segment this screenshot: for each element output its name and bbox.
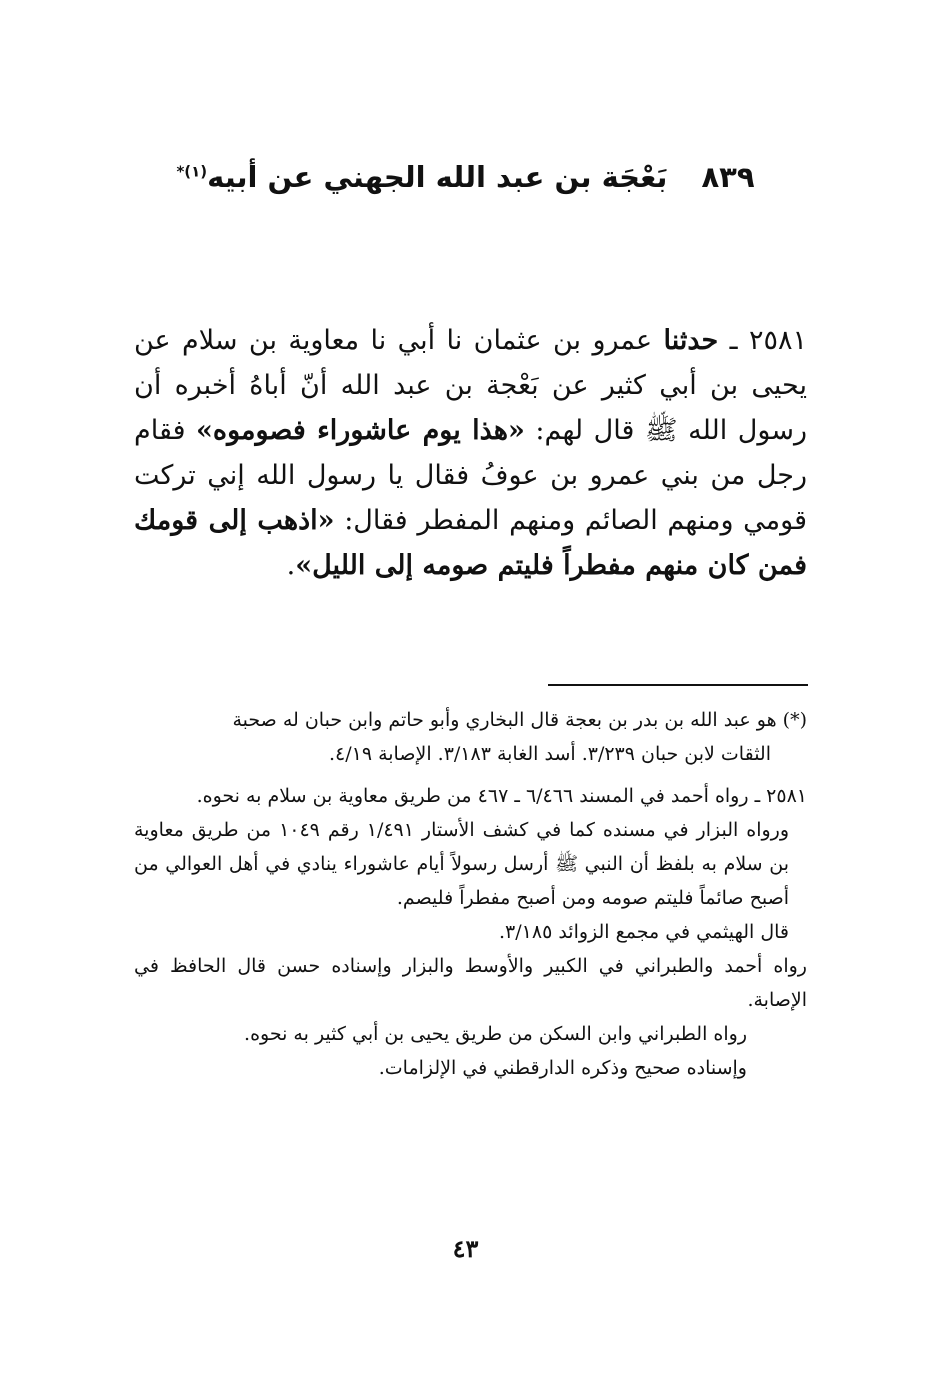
- footnote-divider: [548, 684, 808, 686]
- footnote-bazzar: ورواه البزار في مسنده كما في كشف الأستار ١/٤٩١ رقم ١٠٤٩ من طريق معاوية بن سلام به بلفظ أن النبي ﷺ أرسل رسولاً أيام عاشوراء ينادي في أهل العوالي من أصبح صائماً فليتم صومه ومن أصبح مفطراً فليصم.: [134, 819, 790, 909]
- footnotes: [134, 703, 807, 1085]
- footnote-2581: ٢٥٨١ ـ رواه أحمد في المسند ٦/٤٦٦ ـ ٤٦٧ من طريق معاوية بن سلام به نحوه.: [196, 785, 807, 807]
- footnote-ahmad: رواه أحمد والطبراني في الكبير والأوسط والبزار وإسناده حسن قال الحافظ في الإصابة.: [134, 955, 807, 1011]
- chapter-heading: [150, 160, 781, 194]
- hadith-intro: حدثنا: [663, 325, 719, 356]
- hadith-text: [134, 318, 807, 588]
- footnote-haythami: قال الهيثمي في مجمع الزوائد ٣/١٨٥.: [499, 921, 789, 943]
- hadith-middle: فقام رجل من بني عمرو بن عوفُ فقال يا رسول الله إني تركت قومي ومنهم الصائم ومنهم المفطر فقال:: [134, 415, 807, 536]
- chapter-number: ٨٣٩: [701, 160, 755, 194]
- footnote-star: (*) هو عبد الله بن بدر بن بعجة قال البخاري وأبو حاتم وابن حبان له صحبة: [232, 709, 807, 731]
- chapter-title: بَعْجَة بن عبد الله الجهني عن أبيه: [207, 160, 668, 194]
- hadith-number: ٢٥٨١ ـ: [729, 325, 807, 356]
- footnote-tabarani: رواه الطبراني وابن السكن من طريق يحيى بن أبي كثير به نحوه.: [244, 1023, 747, 1045]
- footnote-isnad: وإسناده صحيح وذكره الدارقطني في الإلزامات.: [378, 1057, 747, 1079]
- hadith-end: .: [286, 550, 296, 581]
- hadith-chain: عمرو بن عثمان نا أبي نا معاوية بن سلام عن يحيى بن أبي كثير عن بَعْجة بن عبد الله أنّ أباهُ أخبره أن رسول الله ﷺ قال لهم:: [134, 325, 807, 446]
- page-number: ٤٣: [452, 1234, 479, 1263]
- hadith-quote-1: «هذا يوم عاشوراء فصوموه»: [196, 415, 525, 446]
- footnote-marker: (١)*: [176, 162, 208, 181]
- hadith-quote-2: «اذهب إلى قومك فمن كان منهم مفطراً فليتم صومه إلى الليل»: [134, 505, 807, 581]
- footnote-star-sources: الثقات لابن حبان ٣/٢٣٩. أسد الغابة ٣/١٨٣. الإصابة ٤/١٩.: [328, 743, 771, 765]
